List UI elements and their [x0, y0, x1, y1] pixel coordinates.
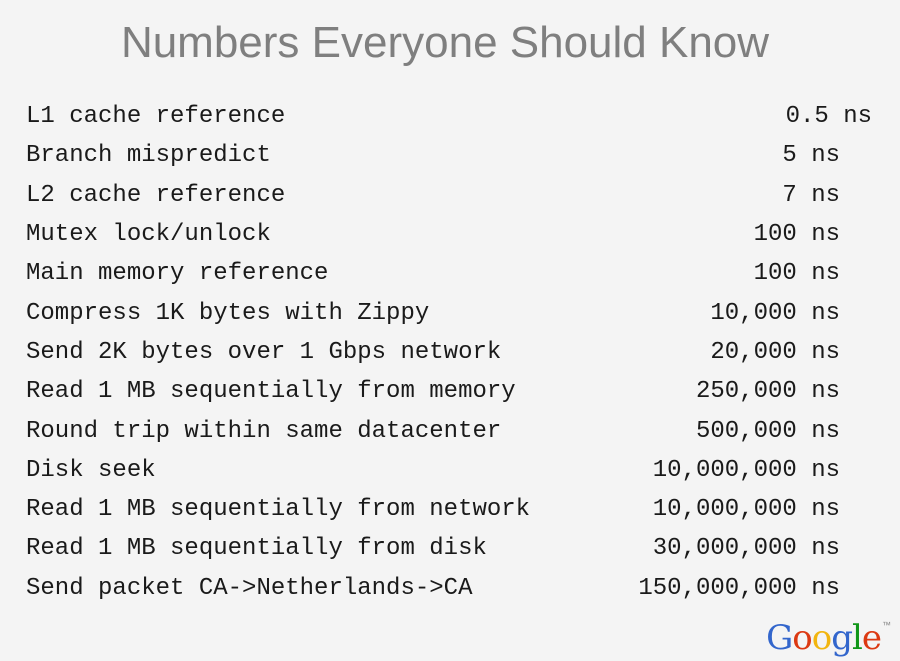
table-row — [26, 136, 876, 175]
row-label: Send 2K bytes over 1 Gbps network — [26, 338, 502, 366]
table-row — [26, 451, 876, 490]
table-row — [26, 529, 876, 568]
latency-table — [26, 97, 876, 608]
row-label: Main memory reference — [26, 260, 329, 288]
logo-letter: g — [831, 618, 852, 658]
logo-letter: l — [852, 618, 862, 658]
table-row — [26, 333, 876, 372]
table-row — [26, 293, 876, 332]
row-value: 500,000 ns — [695, 417, 840, 445]
row-value: 100 ns — [753, 260, 840, 288]
table-row — [26, 411, 876, 450]
table-row — [26, 97, 876, 136]
row-label: Mutex lock/unlock — [26, 221, 271, 249]
row-value: 30,000,000 ns — [652, 535, 840, 563]
row-value: 10,000,000 ns — [652, 456, 840, 484]
row-value: 7 ns — [782, 181, 840, 209]
logo-letter: e — [861, 618, 881, 658]
table-row — [26, 215, 876, 254]
row-label: Disk seek — [26, 456, 156, 484]
slide-title: Numbers Everyone Should Know — [120, 18, 770, 67]
row-label: Read 1 MB sequentially from network — [26, 496, 531, 524]
row-value: 10,000 ns — [710, 299, 840, 327]
trademark-symbol: ™ — [882, 620, 890, 630]
table-row — [26, 569, 876, 608]
row-label: Compress 1K bytes with Zippy — [26, 299, 430, 327]
row-value: 5 ns — [782, 142, 840, 170]
row-value: 0.5 ns — [785, 103, 872, 131]
row-value: 10,000,000 ns — [652, 496, 840, 524]
table-row — [26, 372, 876, 411]
row-label: Read 1 MB sequentially from disk — [26, 535, 487, 563]
logo-letter: o — [792, 618, 812, 658]
row-label: Round trip within same datacenter — [26, 417, 502, 445]
row-value: 100 ns — [753, 221, 840, 249]
row-label: L2 cache reference — [26, 181, 286, 209]
row-value: 250,000 ns — [695, 378, 840, 406]
row-label: Read 1 MB sequentially from memory — [26, 378, 516, 406]
row-label: Branch mispredict — [26, 142, 271, 170]
logo-letter: o — [811, 618, 832, 658]
google-logo — [766, 618, 890, 658]
logo-letter: G — [766, 618, 793, 658]
row-value: 20,000 ns — [710, 338, 840, 366]
row-value: 150,000,000 ns — [638, 574, 840, 602]
table-row — [26, 176, 876, 215]
table-row — [26, 490, 876, 529]
row-label: Send packet CA->Netherlands->CA — [26, 574, 473, 602]
row-label: L1 cache reference — [26, 103, 286, 131]
table-row — [26, 254, 876, 293]
